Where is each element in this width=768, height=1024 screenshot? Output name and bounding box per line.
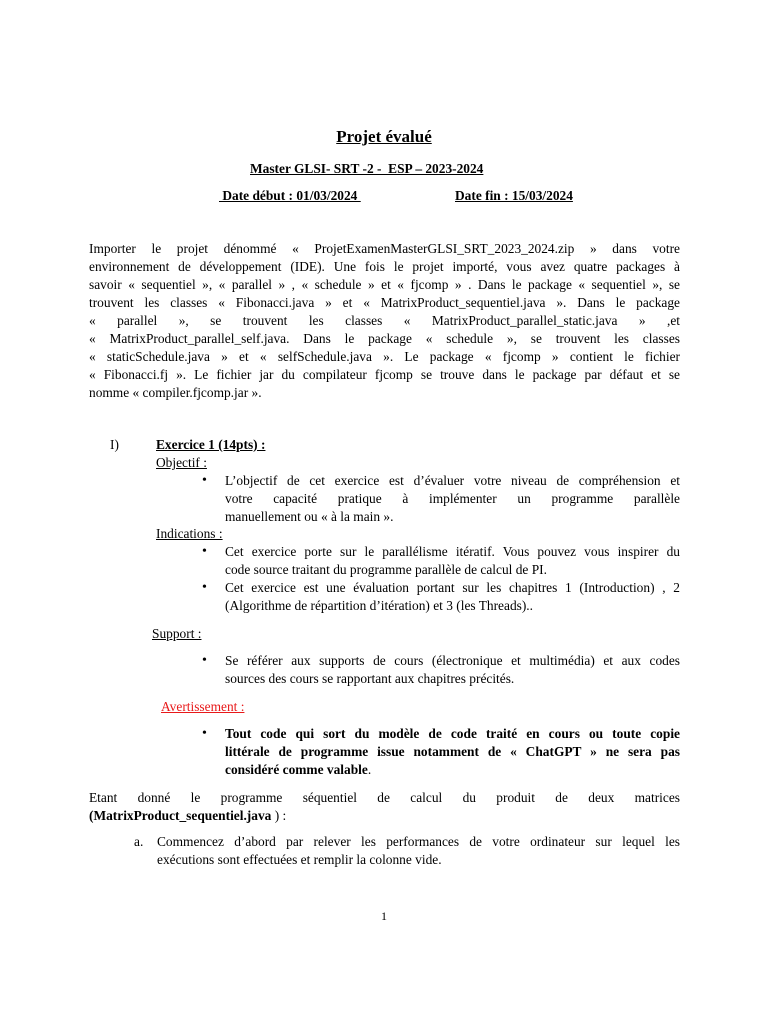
- bullet-line: Cet exercice est une évaluation portant sur les chapitres 1 (Introduction) , 2: [225, 580, 680, 595]
- intro-line: « staticSchedule.java » et « selfSchedule.java ». Le package « fjcomp » contient le fichier: [89, 349, 680, 364]
- bullet-line: L’objectif de cet exercice est d’évaluer votre niveau de compréhension et: [225, 473, 680, 488]
- bullet-line: Tout code qui sort du modèle de code traité en cours ou toute copie: [225, 726, 680, 741]
- bullet-line: manuellement ou « à la main ».: [225, 509, 394, 524]
- support-label: Support :: [152, 626, 202, 641]
- list-marker-a: a.: [134, 834, 144, 849]
- warning-label: Avertissement :: [161, 699, 245, 714]
- bullet-line: Se référer aux supports de cours (électronique et multimédia) et aux codes: [225, 653, 680, 668]
- paragraph-line: ) :: [271, 808, 287, 823]
- intro-line: trouvent les classes « Fibonacci.java » et « MatrixProduct_sequentiel.java ». Dans le package: [89, 295, 680, 310]
- paragraph-line-wrap: [89, 807, 680, 825]
- exercise-paragraph: [89, 789, 680, 825]
- bullet-line: littérale de programme issue notamment de « ChatGPT » ne sera pas: [225, 744, 680, 759]
- bullet-icon: •: [202, 653, 207, 668]
- intro-line: nomme « compiler.fjcomp.jar ».: [89, 385, 262, 400]
- bullet-icon: •: [202, 726, 207, 741]
- bullet-icon: •: [202, 580, 207, 595]
- section-title: Exercice 1 (14pts) :: [156, 437, 266, 452]
- intro-line: « Fibonacci.fj ». Le fichier jar du compilateur fjcomp se trouve dans le package par défaut et se: [89, 367, 680, 382]
- bullet-icon: •: [202, 544, 207, 559]
- intro-line: environnement de développement (IDE). Une fois le projet importé, vous avez quatre packages à: [89, 259, 680, 274]
- bullet-line: code source traitant du programme parallèle de calcul de PI.: [225, 562, 547, 577]
- paragraph-line: Etant donné le programme séquentiel de calcul du produit de deux matrices: [89, 790, 680, 805]
- date-end: Date fin : 15/03/2024: [455, 188, 573, 203]
- intro-paragraph: [89, 240, 680, 402]
- bullet-line: (Algorithme de répartition d’itération) et 3 (les Threads)..: [225, 598, 534, 613]
- bullet-line: votre capacité pratique à implémenter un programme parallèle: [225, 491, 680, 506]
- document-title: Projet évalué: [336, 127, 432, 146]
- page-number: 1: [381, 909, 387, 923]
- bullet-line-wrap: [225, 761, 680, 779]
- bullet-icon: •: [202, 473, 207, 488]
- bullet-line-end: .: [367, 762, 372, 777]
- section-number: I): [110, 437, 119, 452]
- bullet-line: sources des cours se rapportant aux chapitres précités.: [225, 671, 515, 686]
- indications-bullet-2: [225, 579, 680, 615]
- date-start: Date début : 01/03/2024: [219, 188, 361, 203]
- indications-bullet-1: [225, 543, 680, 579]
- intro-line: Importer le projet dénommé « ProjetExamenMasterGLSI_SRT_2023_2024.zip » dans votre: [89, 241, 680, 256]
- intro-line: savoir « sequentiel », « parallel » , « schedule » et « fjcomp » . Dans le package « sequentiel », se: [89, 277, 680, 292]
- program-subtitle: Master GLSI- SRT -2 - ESP – 2023-2024: [250, 161, 484, 176]
- objectif-label: Objectif :: [156, 455, 207, 470]
- support-bullet: [225, 652, 680, 688]
- class-name: (MatrixProduct_sequentiel.java: [89, 808, 272, 823]
- objectif-bullet: [225, 472, 680, 526]
- indications-label: Indications :: [156, 526, 223, 541]
- intro-line: « MatrixProduct_parallel_self.java. Dans le package « schedule », se trouvent les classes: [89, 331, 680, 346]
- intro-line: « parallel », se trouvent les classes « MatrixProduct_parallel_static.java » ,et: [89, 313, 680, 328]
- warning-bullet: [225, 725, 680, 779]
- bullet-line: Cet exercice porte sur le parallélisme itératif. Vous pouvez vous inspirer du: [225, 544, 680, 559]
- list-item-line: Commencez d’abord par relever les performances de votre ordinateur sur lequel les: [157, 834, 680, 849]
- list-item-a: [157, 833, 680, 869]
- list-item-line: exécutions sont effectuées et remplir la colonne vide.: [157, 852, 442, 867]
- bullet-line: considéré comme valable: [225, 762, 368, 777]
